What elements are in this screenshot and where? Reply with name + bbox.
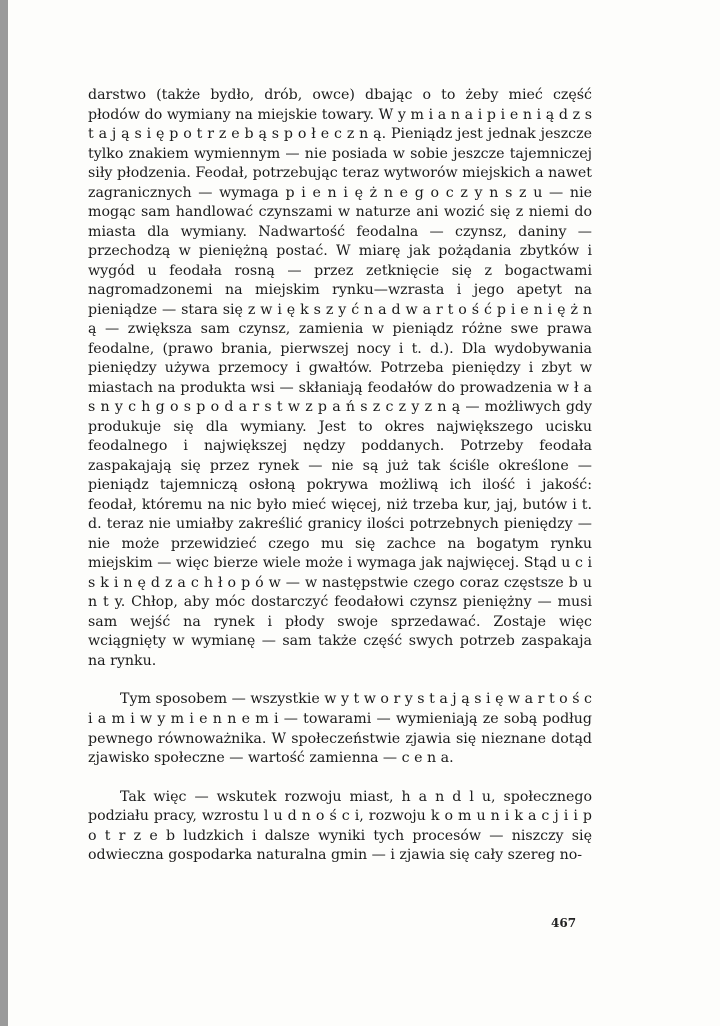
paragraph-1: darstwo (także bydło, drób, owce) dbając o to żeby mieć część płodów do wymiany na miejskie towary. W y m i a n a i p i e n i ą d z s t a j ą s i ę p o t r z e b ą s p o ł e c z n ą. Pieniądz jest jednak jeszcze tylko znakiem wymiennym — nie posiada w sobie jeszcze tajemniczej siły płodzenia. Feodał, potrzebując teraz wytworów miejskich a nawet zagranicznych — wymaga p i e n i ę ż n e g o c z y n s z u — nie mogąc sam handlować czynszami w naturze ani wozić się z niemi do miasta dla wymiany. Nadwartość feodalna — czynsz, daniny — przechodzą w pieniężną postać. W miarę jak pożądania zbytków i wygód u feodała rosną — przez zetknięcie się z bogactwami nagromadzonemi na miejskim rynku—wzrasta i jego apetyt na pieniądze — stara się z w i ę k s z y ć n a d w a r t o ś ć p i e n i ę ż n ą — zwiększa sam czynsz, zamienia w pieniądz różne swe prawa feodalne, (prawo brania, pierwszej nocy i t. d.). Dla wydobywania pieniędzy używa przemocy i gwałtów. Potrzeba pieniędzy i zbyt w miastach na produkta wsi — skłaniają feodałów do prowadzenia w ł a s n y c h g o s p o d a r s t w z p a ń s z c z y z n ą — możliwych gdy produkuje się dla wymiany. Jest to okres największego ucisku feodalnego i największej nędzy poddanych. Potrzeby feodała zaspakajają się przez rynek — nie są już tak ściśle określone — pieniądz tajemniczą osłoną pokrywa możliwą ich ilość i jakość: feodał, któremu na nic było mieć więcej, niż trzeba kur, jaj, butów i t. d. teraz nie umiałby zakreślić granicy ilości potrzebnych pieniędzy — nie może przewidzieć czego mu się zachce na bogatym rynku miejskim — więc bierze wiele może i wymaga jak najwięcej. Stąd u c i s k i n ę d z a c h ł o p ó w — w następstwie czego coraz częstsze b u n t y. Chłop, aby móc dostarczyć feodałowi czynsz pieniężny — musi sam wejść na rynek i płody swoje sprzedawać. Zostaje więc wciągnięty w wymianę — sam także część swych potrzeb zaspakaja na rynku. (88, 87, 592, 669)
paragraph-2: Tym sposobem — wszystkie w y t w o r y s t a j ą s i ę w a r t o ś c i a m i w y m i e n n e m i — towarami — wymieniają ze sobą podług pewnego równoważnika. W społeczeństwie zjawia się nieznane dotąd zjawisko społeczne — wartość zamienna — c e n a. (88, 691, 592, 767)
page-number: 467 (551, 916, 577, 930)
paragraph-3: Tak więc — wskutek rozwoju miast, h a n d l u, społecznego podziału pracy, wzrostu l u d n o ś c i, rozwoju k o m u n i k a c j i i p o t r z e b ludzkich i dalsze wyniki tych procesów — niszczy się odwieczna gospodarka naturalna gmin — i zjawia się cały szereg no- (88, 788, 592, 864)
body-text (88, 86, 592, 866)
